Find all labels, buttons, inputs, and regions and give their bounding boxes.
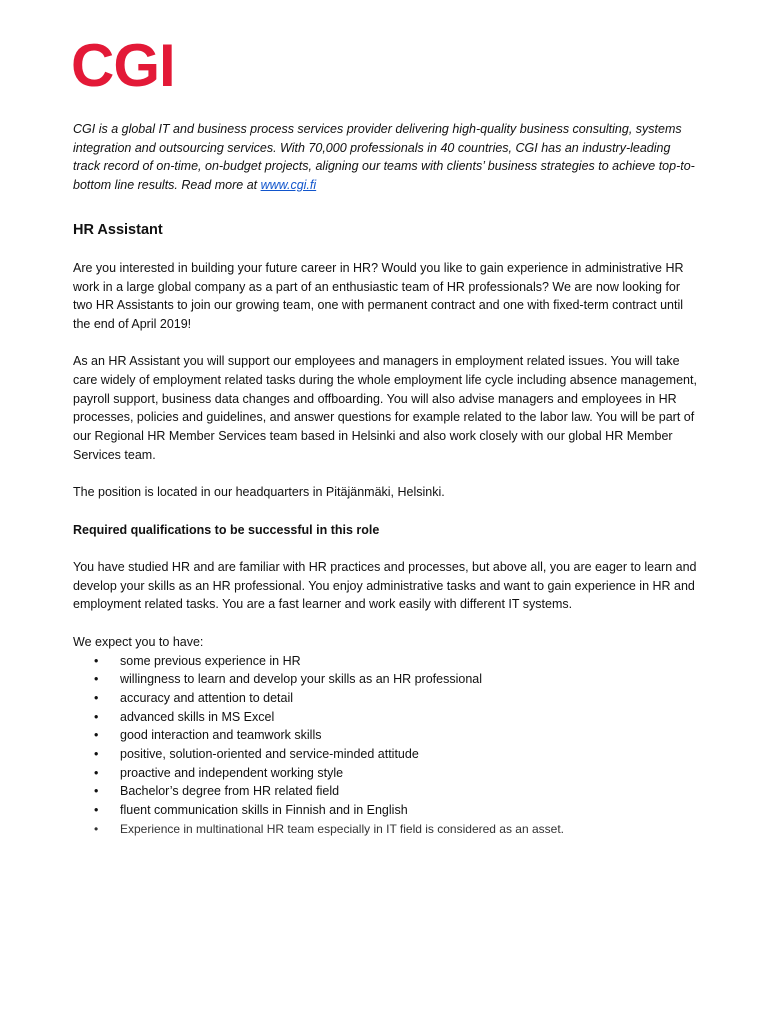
cgi-logo: CGI <box>71 32 175 99</box>
paragraph-location: The position is located in our headquarters in Pitäjänmäki, Helsinki. <box>73 485 445 500</box>
bullet-icon: • <box>94 690 99 705</box>
list-item: • advanced skills in MS Excel <box>73 708 698 727</box>
bullet-icon: • <box>94 747 99 762</box>
bullet-icon: • <box>94 765 99 780</box>
expect-intro: We expect you to have: <box>73 634 204 649</box>
list-item: • Bachelor’s degree from HR related field <box>73 782 698 801</box>
intro-text: CGI is a global IT and business process services provider delivering high-quality business consulting, systems integration and outsourcing services. With 70,000 professionals in 40 countries, CGI has an industry-leading track record of on-time, on-budget projects, aligning our teams with clients’ business strategies to achieve top-to-bottom line results. Read more at <box>73 122 695 193</box>
bullet-icon: • <box>94 784 99 799</box>
paragraph-role-description: As an HR Assistant you will support our employees and managers in employment related issues. You will take care widely of employment related tasks during the whole employment life cycle including absence management, payroll support, business data changes and offboarding. You will also advise managers and employees in HR processes, policies and guidelines, and answer questions for example related to the labor law. You will be part of our Regional HR Member Services team based in Helsinki and also work closely with our global HR Member Services team. <box>73 354 697 462</box>
requirements-list <box>73 652 698 839</box>
list-item: • positive, solution-oriented and service-minded attitude <box>73 745 698 764</box>
document-body <box>73 120 698 839</box>
list-item: • Experience in multinational HR team especially in IT field is considered as an asset. <box>73 820 698 839</box>
list-item: • some previous experience in HR <box>73 652 698 671</box>
list-item: • willingness to learn and develop your skills as an HR professional <box>73 670 698 689</box>
list-item: • good interaction and teamwork skills <box>73 726 698 745</box>
bullet-icon: • <box>94 821 99 836</box>
paragraph-intro-question: Are you interested in building your future career in HR? Would you like to gain experience in administrative HR work in a large global company as a part of an enthusiastic team of HR professionals? We are now looking for two HR Assistants to join our growing team, one with permanent contract and one with fixed-term contract until the end of April 2019! <box>73 260 684 331</box>
job-title: HR Assistant <box>73 221 163 238</box>
bullet-icon: • <box>94 803 99 818</box>
paragraph-qualifications: You have studied HR and are familiar with HR practices and processes, but above all, you are eager to learn and develop your skills as an HR professional. You enjoy administrative tasks and want to gain experience in HR and employment related tasks. You are a fast learner and work easily with different IT systems. <box>73 560 697 612</box>
list-item: • accuracy and attention to detail <box>73 689 698 708</box>
bullet-icon: • <box>94 672 99 687</box>
intro-paragraph <box>73 120 698 195</box>
list-item: • proactive and independent working style <box>73 764 698 783</box>
cgi-website-link[interactable]: www.cgi.fi <box>260 178 317 193</box>
bullet-icon: • <box>94 653 99 668</box>
bullet-icon: • <box>94 728 99 743</box>
qualifications-heading: Required qualifications to be successful in this role <box>73 522 380 537</box>
bullet-icon: • <box>94 709 99 724</box>
list-item: • fluent communication skills in Finnish and in English <box>73 801 698 820</box>
